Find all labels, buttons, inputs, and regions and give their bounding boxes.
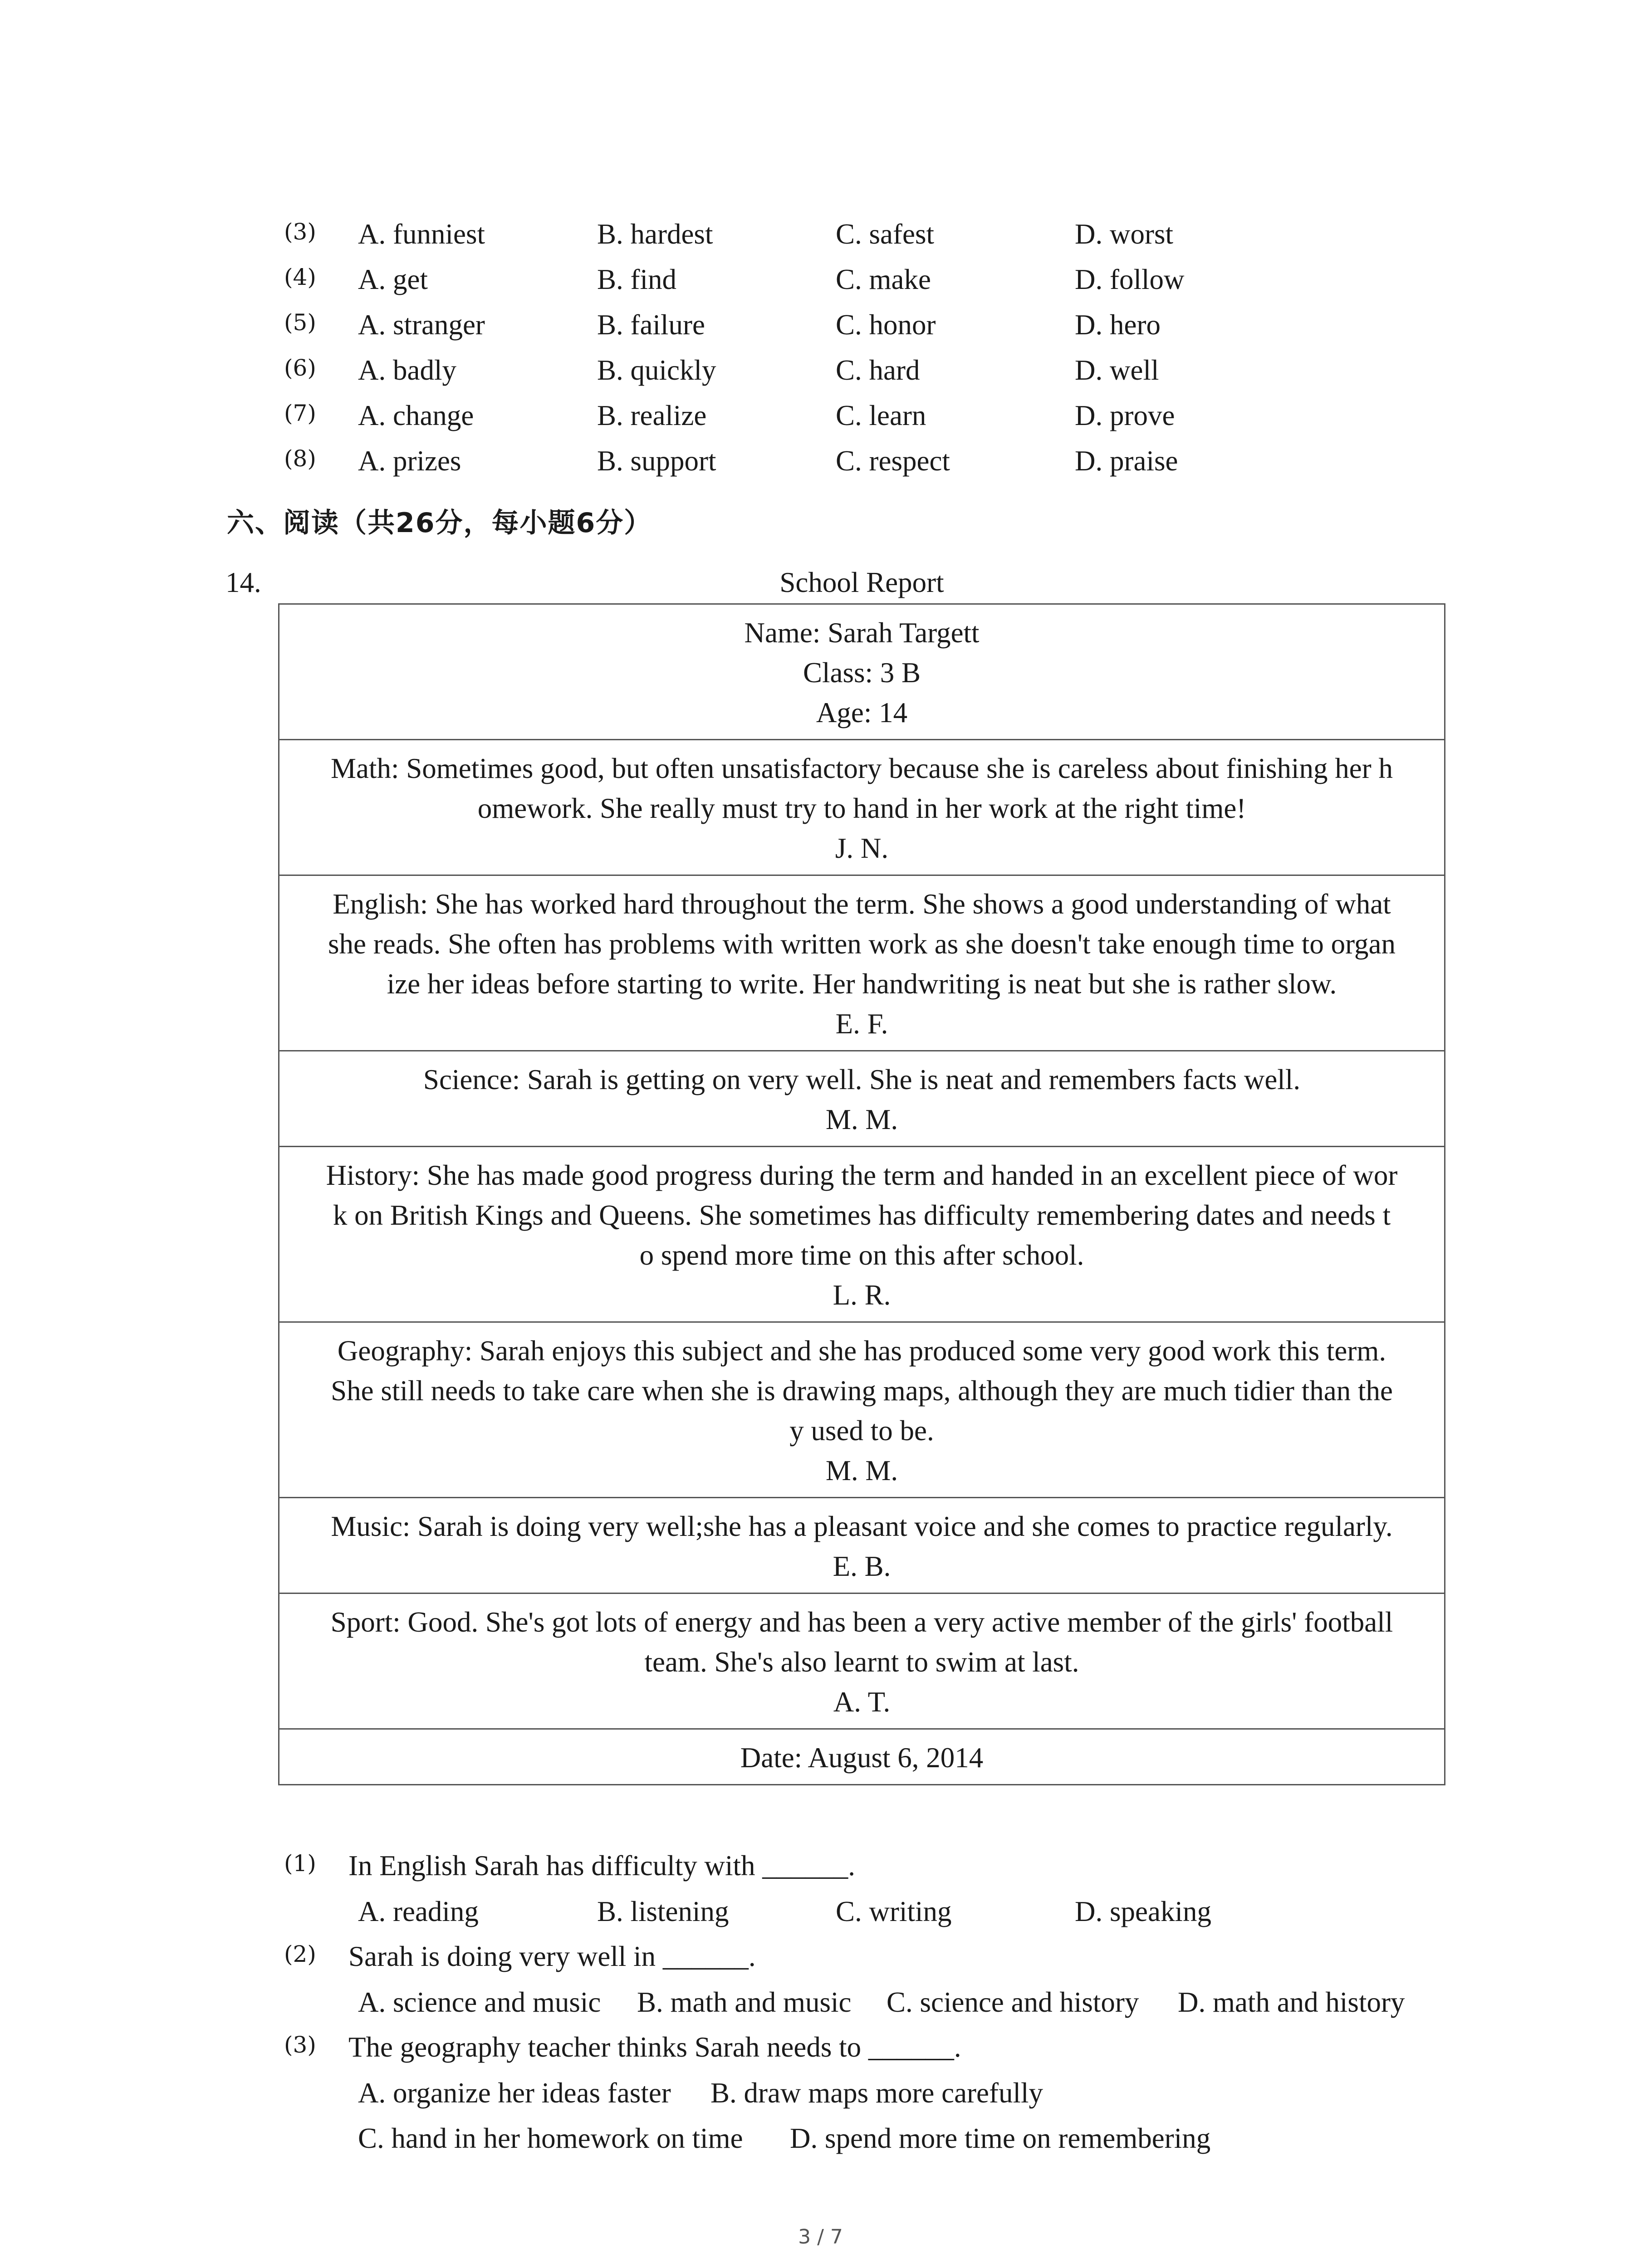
comment-line: y used to be. bbox=[789, 1415, 934, 1447]
question-number: (7) bbox=[284, 400, 316, 426]
option-b: B. failure bbox=[597, 309, 705, 341]
report-title: School Report bbox=[779, 567, 944, 598]
question-number: (2) bbox=[284, 1941, 316, 1967]
comment-line: o spend more time on this after school. bbox=[639, 1239, 1084, 1271]
page-number: 3 / 7 bbox=[798, 2225, 843, 2248]
teacher-initials: L. R. bbox=[833, 1279, 891, 1311]
option-c: C. respect bbox=[836, 445, 950, 477]
option-c: C. writing bbox=[836, 1896, 952, 1927]
option-a: A. change bbox=[358, 400, 474, 431]
comment-line: she reads. She often has problems with written work as she doesn't take enough time to organ bbox=[328, 928, 1396, 960]
option-b: B. realize bbox=[597, 400, 707, 431]
option-a: A. stranger bbox=[358, 309, 485, 341]
option-b: B. math and music bbox=[637, 1986, 852, 2018]
comment-line: She still needs to take care when she is drawing maps, although they are much tidier than the bbox=[331, 1375, 1393, 1407]
option-d: D. spend more time on remembering bbox=[790, 2122, 1211, 2154]
option-a: A. prizes bbox=[358, 445, 461, 477]
option-b: B. support bbox=[597, 445, 716, 477]
question-number: (4) bbox=[284, 264, 316, 290]
math-comment-cell bbox=[278, 740, 1445, 876]
comment-line: Music: Sarah is doing very well;she has a pleasant voice and she comes to practice regularly. bbox=[331, 1510, 1393, 1542]
student-info-cell bbox=[278, 605, 1445, 740]
comment-line: Math: Sometimes good, but often unsatisfactory because she is careless about finishing her h bbox=[331, 753, 1393, 784]
option-b: B. hardest bbox=[597, 218, 713, 250]
comment-line: Geography: Sarah enjoys this subject and she has produced some very good work this term. bbox=[337, 1335, 1386, 1367]
question-number: (3) bbox=[284, 219, 316, 245]
teacher-initials: M. M. bbox=[825, 1455, 898, 1486]
student-class: Class: 3 B bbox=[803, 657, 921, 689]
option-c: C. make bbox=[836, 264, 931, 295]
school-report-table bbox=[278, 603, 1445, 1785]
option-d: D. speaking bbox=[1075, 1896, 1211, 1927]
option-d: D. praise bbox=[1075, 445, 1178, 477]
report-date: Date: August 6, 2014 bbox=[740, 1742, 984, 1774]
question-number: (6) bbox=[284, 355, 316, 381]
science-comment-cell bbox=[278, 1051, 1445, 1147]
english-comment-cell bbox=[278, 876, 1445, 1051]
teacher-initials: A. T. bbox=[833, 1686, 891, 1718]
comment-line: ize her ideas before starting to write. Her handwriting is neat but she is rather slow. bbox=[387, 968, 1337, 1000]
teacher-initials: J. N. bbox=[835, 832, 889, 864]
student-age: Age: 14 bbox=[816, 697, 908, 728]
teacher-initials: E. B. bbox=[833, 1550, 891, 1582]
teacher-initials: M. M. bbox=[825, 1104, 898, 1135]
option-d: D. prove bbox=[1075, 400, 1175, 431]
option-b: B. draw maps more carefully bbox=[710, 2077, 1043, 2109]
option-d: D. follow bbox=[1075, 264, 1185, 295]
option-c: C. learn bbox=[836, 400, 926, 431]
question-number: (1) bbox=[284, 1850, 316, 1877]
comment-line: English: She has worked hard throughout the term. She shows a good understanding of what bbox=[333, 888, 1391, 920]
option-a: A. badly bbox=[358, 354, 456, 386]
sport-comment-cell bbox=[278, 1594, 1445, 1730]
option-a: A. organize her ideas faster bbox=[358, 2077, 671, 2109]
report-date-cell bbox=[278, 1730, 1445, 1785]
option-b: B. find bbox=[597, 264, 677, 295]
option-d: D. hero bbox=[1075, 309, 1161, 341]
option-c: C. honor bbox=[836, 309, 936, 341]
comment-line: Sport: Good. She's got lots of energy and has been a very active member of the girls' football bbox=[330, 1606, 1393, 1638]
option-a: A. get bbox=[358, 264, 428, 295]
question-text: Sarah is doing very well in ______. bbox=[348, 1941, 756, 1972]
option-a: A. funniest bbox=[358, 218, 485, 250]
music-comment-cell bbox=[278, 1498, 1445, 1594]
option-c: C. science and history bbox=[887, 1986, 1139, 2018]
comment-line: team. She's also learnt to swim at last. bbox=[644, 1646, 1079, 1678]
question-number: (3) bbox=[284, 2032, 316, 2058]
section-heading: 六、阅读（共26分，每小题6分） bbox=[227, 507, 652, 539]
option-c: C. safest bbox=[836, 218, 934, 250]
option-d: D. math and history bbox=[1178, 1986, 1405, 2018]
comment-line: k on British Kings and Queens. She sometimes has difficulty remembering dates and needs t bbox=[333, 1199, 1391, 1231]
history-comment-cell bbox=[278, 1147, 1445, 1323]
comment-line: Science: Sarah is getting on very well. She is neat and remembers facts well. bbox=[423, 1064, 1301, 1095]
student-name: Name: Sarah Targett bbox=[744, 617, 980, 649]
comment-line: omework. She really must try to hand in her work at the right time! bbox=[477, 792, 1246, 824]
option-a: A. reading bbox=[358, 1896, 479, 1927]
question-number: (5) bbox=[284, 309, 316, 336]
teacher-initials: E. F. bbox=[835, 1008, 888, 1040]
geography-comment-cell bbox=[278, 1323, 1445, 1498]
option-a: A. science and music bbox=[358, 1986, 601, 2018]
question-text: In English Sarah has difficulty with ______. bbox=[348, 1850, 855, 1882]
option-d: D. well bbox=[1075, 354, 1159, 386]
option-c: C. hard bbox=[836, 354, 920, 386]
option-d: D. worst bbox=[1075, 218, 1173, 250]
question-number: (8) bbox=[284, 445, 316, 472]
option-b: B. listening bbox=[597, 1896, 729, 1927]
question-text: The geography teacher thinks Sarah needs to ______. bbox=[348, 2031, 961, 2063]
option-c: C. hand in her homework on time bbox=[358, 2122, 743, 2154]
comment-line: History: She has made good progress during the term and handed in an excellent piece of wor bbox=[326, 1159, 1398, 1191]
question-number: 14. bbox=[225, 567, 261, 598]
option-b: B. quickly bbox=[597, 354, 716, 386]
